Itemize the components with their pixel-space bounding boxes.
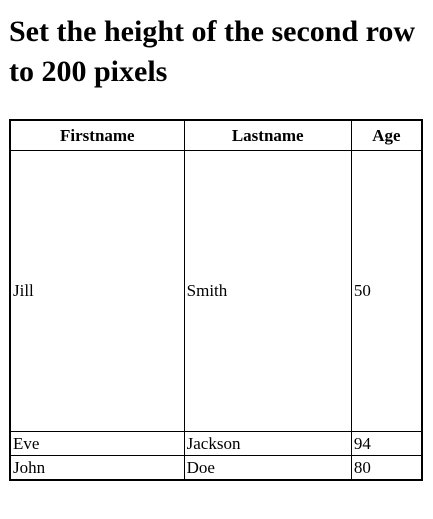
cell-age: 50 (351, 151, 422, 432)
cell-lastname: Doe (184, 456, 351, 481)
table-row (10, 151, 422, 432)
data-table (9, 119, 423, 481)
cell-age: 94 (351, 432, 422, 456)
cell-firstname: John (10, 456, 184, 481)
column-header-firstname: Firstname (10, 120, 184, 151)
cell-firstname: Jill (10, 151, 184, 432)
cell-age: 80 (351, 456, 422, 481)
cell-lastname: Jackson (184, 432, 351, 456)
cell-lastname: Smith (184, 151, 351, 432)
header-row (10, 120, 422, 151)
table-row (10, 432, 422, 456)
page-title: Set the height of the second row to 200 pixels (9, 15, 416, 88)
column-header-lastname: Lastname (184, 120, 351, 151)
cell-firstname: Eve (10, 432, 184, 456)
column-header-age: Age (351, 120, 422, 151)
table-row (10, 456, 422, 481)
